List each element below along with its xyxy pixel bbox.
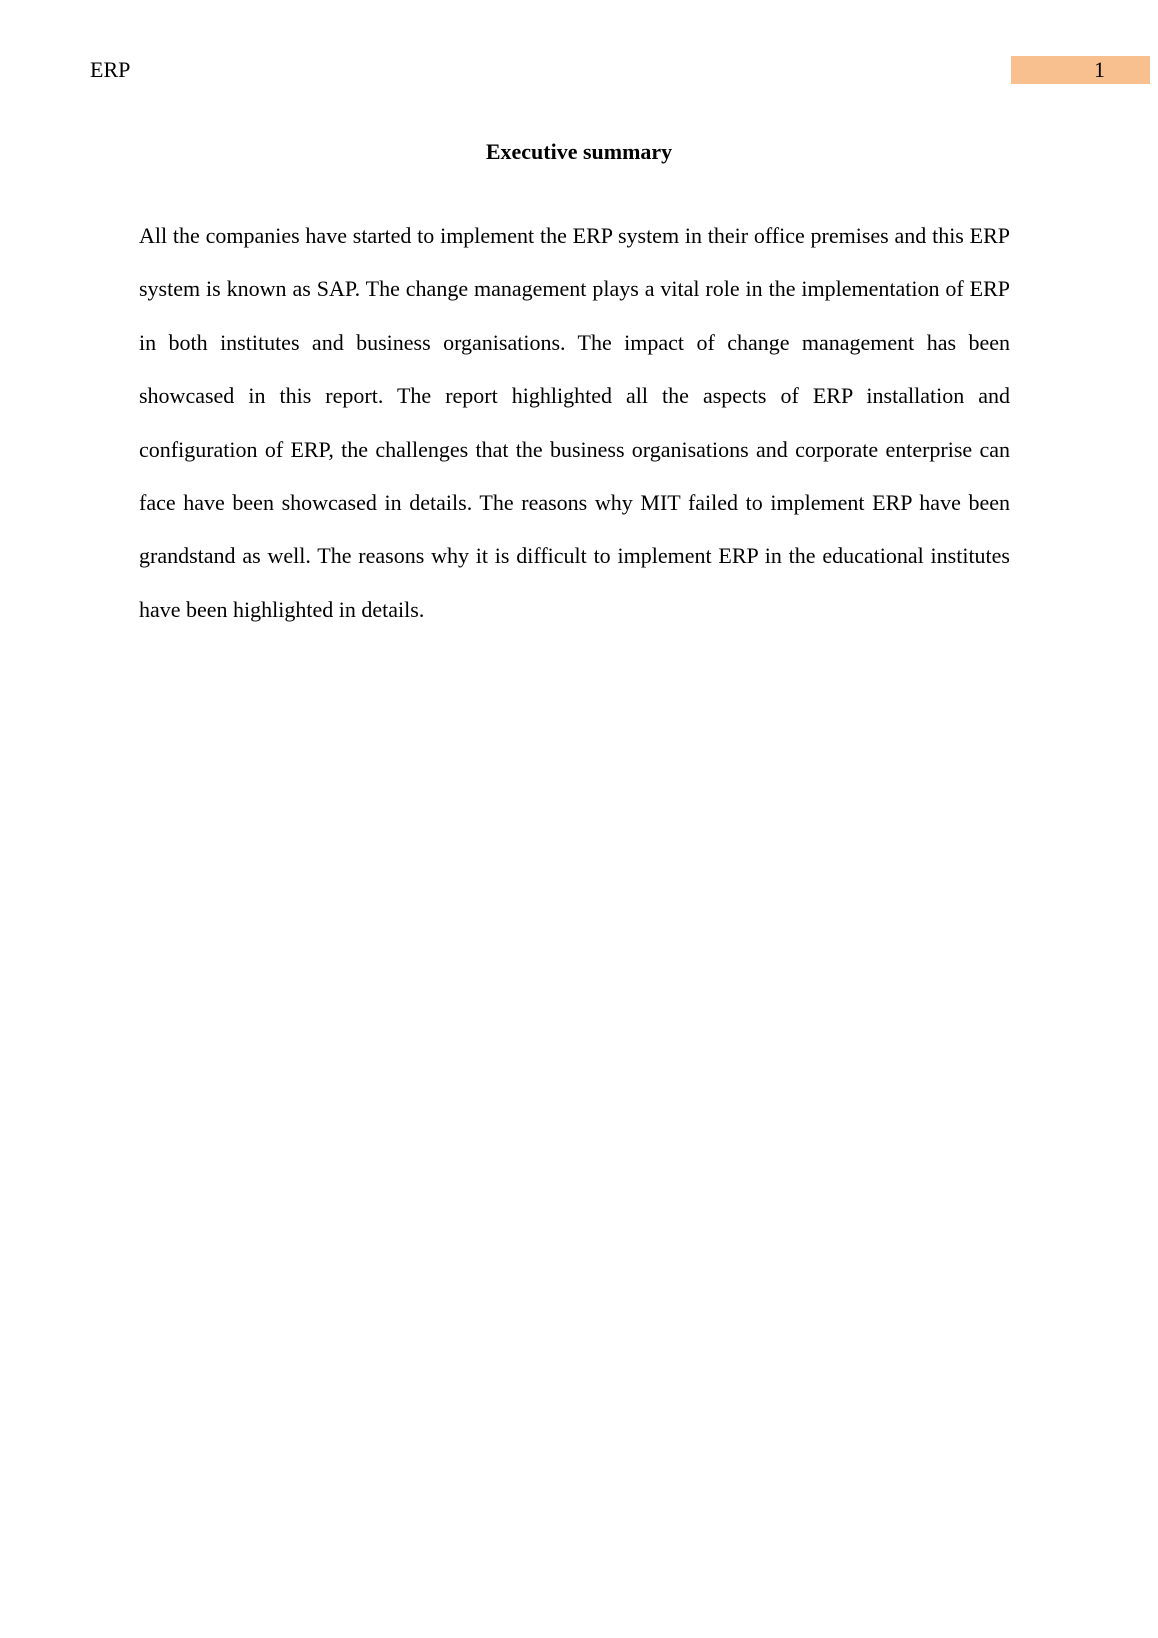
executive-summary-paragraph: All the companies have started to implement the ERP system in their office premises and this ERP system is known as SAP. The change management plays a vital role in the implementation of ERP in both institutes and business organisations. The impact of change management has been showcased in this report. The report highlighted all the aspects of ERP installation and configuration of ERP, the challenges that the business organisations and corporate enterprise can face have been showcased in details. The reasons why MIT failed to implement ERP have been grandstand as well. The reasons why it is difficult to implement ERP in the educational institutes have been highlighted in details. (139, 223, 1010, 622)
section-title: Executive summary (485, 139, 673, 164)
page-number-highlight (1011, 56, 1150, 84)
page-number: 1 (1094, 57, 1105, 82)
running-header-title: ERP (90, 57, 131, 82)
